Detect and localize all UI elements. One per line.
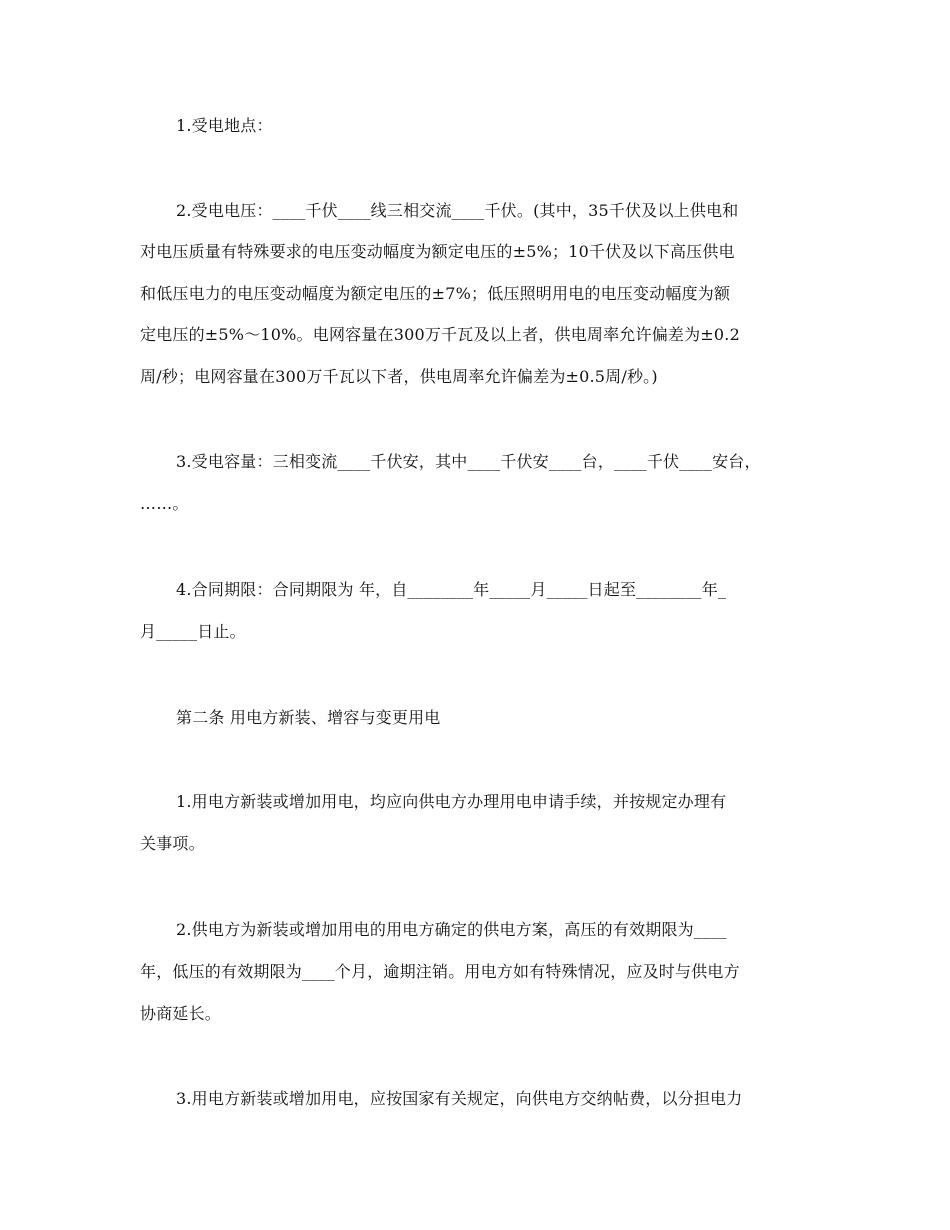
article-2-heading: 第二条 用电方新装、增容与变更用电 <box>176 708 441 727</box>
item-2-voltage-line-2: 对电压质量有特殊要求的电压变动幅度为额定电压的±5%；10千伏及以下高压供电 <box>140 242 735 261</box>
item-2-voltage-line-3: 和低压电力的电压变动幅度为额定电压的±7%；低压照明用电的电压变动幅度为额 <box>140 284 731 303</box>
item-2-voltage-line-5: 周/秒；电网容量在300万千瓦以下者，供电周率允许偏差为±0.5周/秒。) <box>140 367 658 386</box>
item-3-capacity-line-2: ……。 <box>140 494 189 513</box>
item-4-term-line-2: 月_____日止。 <box>140 622 246 641</box>
article-2-item-1-line-2: 关事项。 <box>140 834 205 853</box>
article-2-item-2-line-2: 年，低压的有效期限为____个月，逾期注销。用电方如有特殊情况，应及时与供电方 <box>140 962 740 981</box>
item-3-capacity-line-1: 3.受电容量：三相变流____千伏安，其中____千伏安____台，____千伏____安台， <box>176 452 761 471</box>
article-2-item-2-line-3: 协商延长。 <box>140 1004 222 1023</box>
item-1-receiving-location: 1.受电地点： <box>176 116 273 135</box>
item-4-term-line-1: 4.合同期限：合同期限为 年，自________年_____月_____日起至________年_ <box>176 580 727 599</box>
item-2-voltage-line-4: 定电压的±5%～10%。电网容量在300万千瓦及以上者，供电周率允许偏差为±0.2 <box>140 325 740 344</box>
article-2-item-2-line-1: 2.供电方为新装或增加用电的用电方确定的供电方案，高压的有效期限为____ <box>176 920 727 939</box>
item-2-voltage-line-1: 2.受电电压：____千伏____线三相交流____千伏。(其中，35千伏及以上供电和 <box>176 201 739 220</box>
article-2-item-1-line-1: 1.用电方新装或增加用电，均应向供电方办理用电申请手续，并按规定办理有 <box>176 792 727 811</box>
article-2-item-3-line-1: 3.用电方新装或增加用电，应按国家有关规定，向供电方交纳帖费，以分担电力 <box>176 1089 743 1108</box>
